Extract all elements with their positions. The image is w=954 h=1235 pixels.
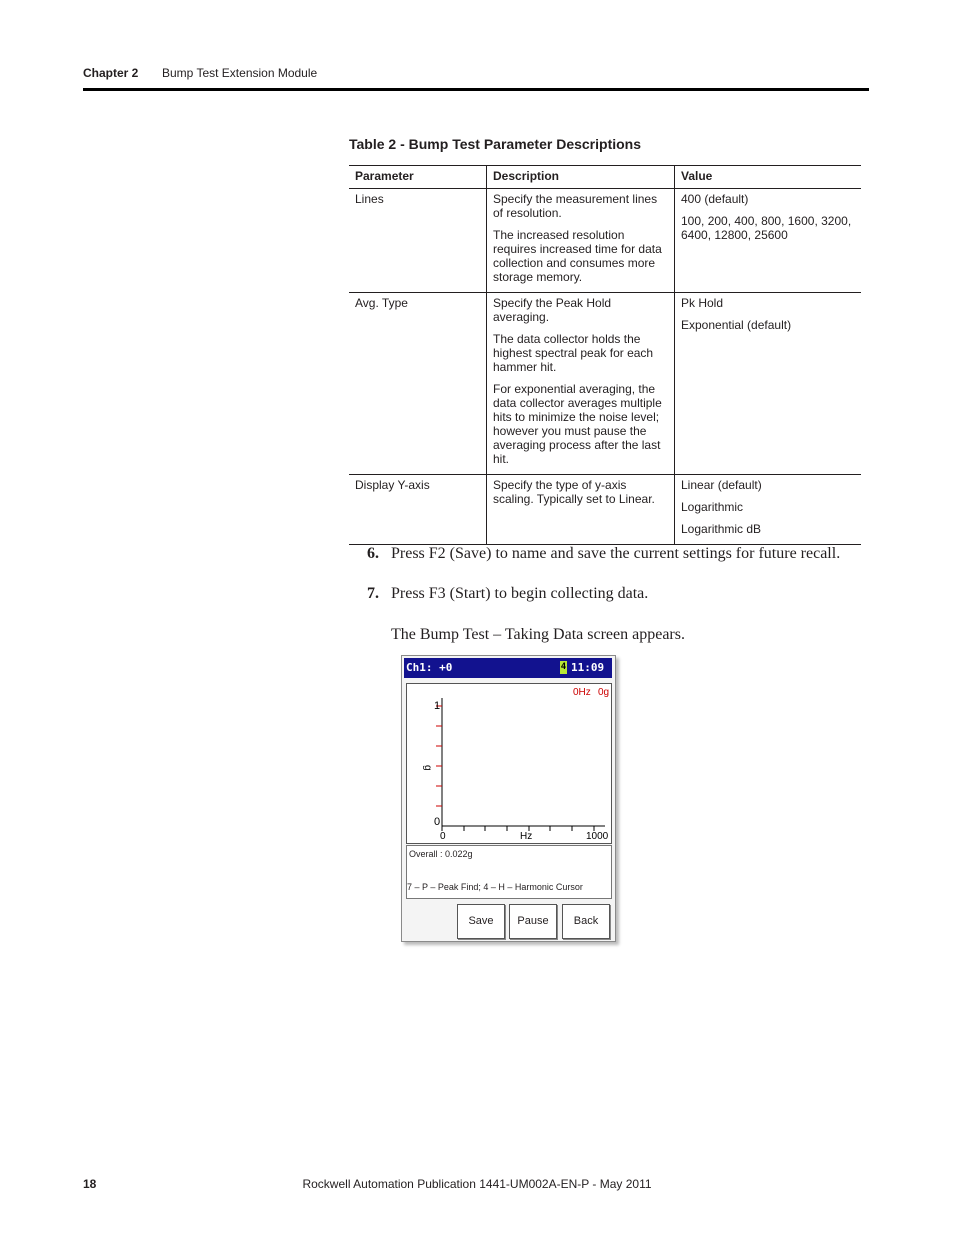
x-axis-label: Hz <box>520 831 533 842</box>
description-cell <box>487 475 675 545</box>
step-item <box>367 545 840 563</box>
x-min-label: 0 <box>440 831 446 842</box>
back-button[interactable]: Back <box>562 904 610 939</box>
description-cell <box>487 293 675 475</box>
parameter-cell: Avg. Type <box>349 293 487 475</box>
y-min-label: 0 <box>434 816 441 828</box>
readout-panel <box>406 845 612 899</box>
value-text: Exponential (default) <box>681 318 792 332</box>
page-number: 18 <box>83 1177 97 1191</box>
save-button[interactable]: Save <box>457 904 505 939</box>
channel-label: Ch1: +0 <box>406 661 453 674</box>
description-text: Specify the Peak Hold averaging. <box>493 296 612 324</box>
y-max-label: 1 <box>434 700 441 712</box>
header-rule <box>83 88 869 91</box>
description-cell <box>487 189 675 293</box>
value-cell <box>675 475 862 545</box>
spectrum-plot-svg <box>407 684 611 843</box>
publication-footer: Rockwell Automation Publication 1441-UM002A-EN-P - May 2011 <box>302 1177 652 1191</box>
value-cell <box>675 189 862 293</box>
step-item <box>367 585 648 603</box>
parameter-cell: Display Y-axis <box>349 475 487 545</box>
table-row <box>349 293 861 475</box>
table-header-row <box>349 166 861 189</box>
running-header <box>83 66 317 80</box>
clock-label: 11:09 <box>571 661 605 674</box>
x-max-label: 1000 <box>586 831 609 842</box>
x-ticks <box>442 826 594 831</box>
section-title: Bump Test Extension Module <box>162 66 318 80</box>
value-cell <box>675 293 862 475</box>
table-row <box>349 475 861 545</box>
description-text: Specify the measurement lines of resolution. <box>493 192 658 220</box>
parameter-table <box>349 165 861 545</box>
value-text: Logarithmic <box>681 500 744 514</box>
device-screenshot <box>401 655 616 942</box>
description-text: For exponential averaging, the data collector averages multiple hits to minimize the noise level; however you must pause the averaging process after the last hit. <box>493 382 662 466</box>
column-header: Parameter <box>349 166 487 189</box>
readout-hz: 0Hz <box>573 687 591 698</box>
battery-icon: 4 <box>560 662 567 672</box>
value-text: 100, 200, 400, 800, 1600, 3200, 6400, 12800, 25600 <box>681 214 852 242</box>
spectrum-plot <box>406 683 612 844</box>
column-header: Description <box>487 166 675 189</box>
table-title: Table 2 - Bump Test Parameter Descriptions <box>349 136 642 152</box>
step-text: Press F3 (Start) to begin collecting data. <box>391 585 649 602</box>
table-row <box>349 189 861 293</box>
chapter-label: Chapter 2 <box>83 66 139 80</box>
y-axis-label: g <box>422 765 433 771</box>
value-text: Linear (default) <box>681 478 762 492</box>
parameter-cell: Lines <box>349 189 487 293</box>
description-text: Specify the type of y-axis scaling. Typically set to Linear. <box>493 478 655 506</box>
key-hints: 7 – P – Peak Find; 4 – H – Harmonic Cursor <box>407 882 583 892</box>
description-text: The increased resolution requires increased time for data collection and consumes more storage memory. <box>493 228 662 284</box>
device-title-bar <box>404 658 612 678</box>
screen-note: The Bump Test – Taking Data screen appears. <box>391 626 685 643</box>
step-number: 6. <box>367 545 379 562</box>
pause-button[interactable]: Pause <box>509 904 557 939</box>
value-text: Pk Hold <box>681 296 724 310</box>
y-ticks <box>436 706 442 806</box>
overall-value: Overall : 0.022g <box>409 849 473 859</box>
value-text: 400 (default) <box>681 192 749 206</box>
step-text: Press F2 (Save) to name and save the current settings for future recall. <box>391 545 841 562</box>
readout-g: 0g <box>598 687 610 698</box>
column-header: Value <box>675 166 862 189</box>
step-number: 7. <box>367 585 379 602</box>
value-text: Logarithmic dB <box>681 522 762 536</box>
description-text: The data collector holds the highest spectral peak for each hammer hit. <box>493 332 654 374</box>
